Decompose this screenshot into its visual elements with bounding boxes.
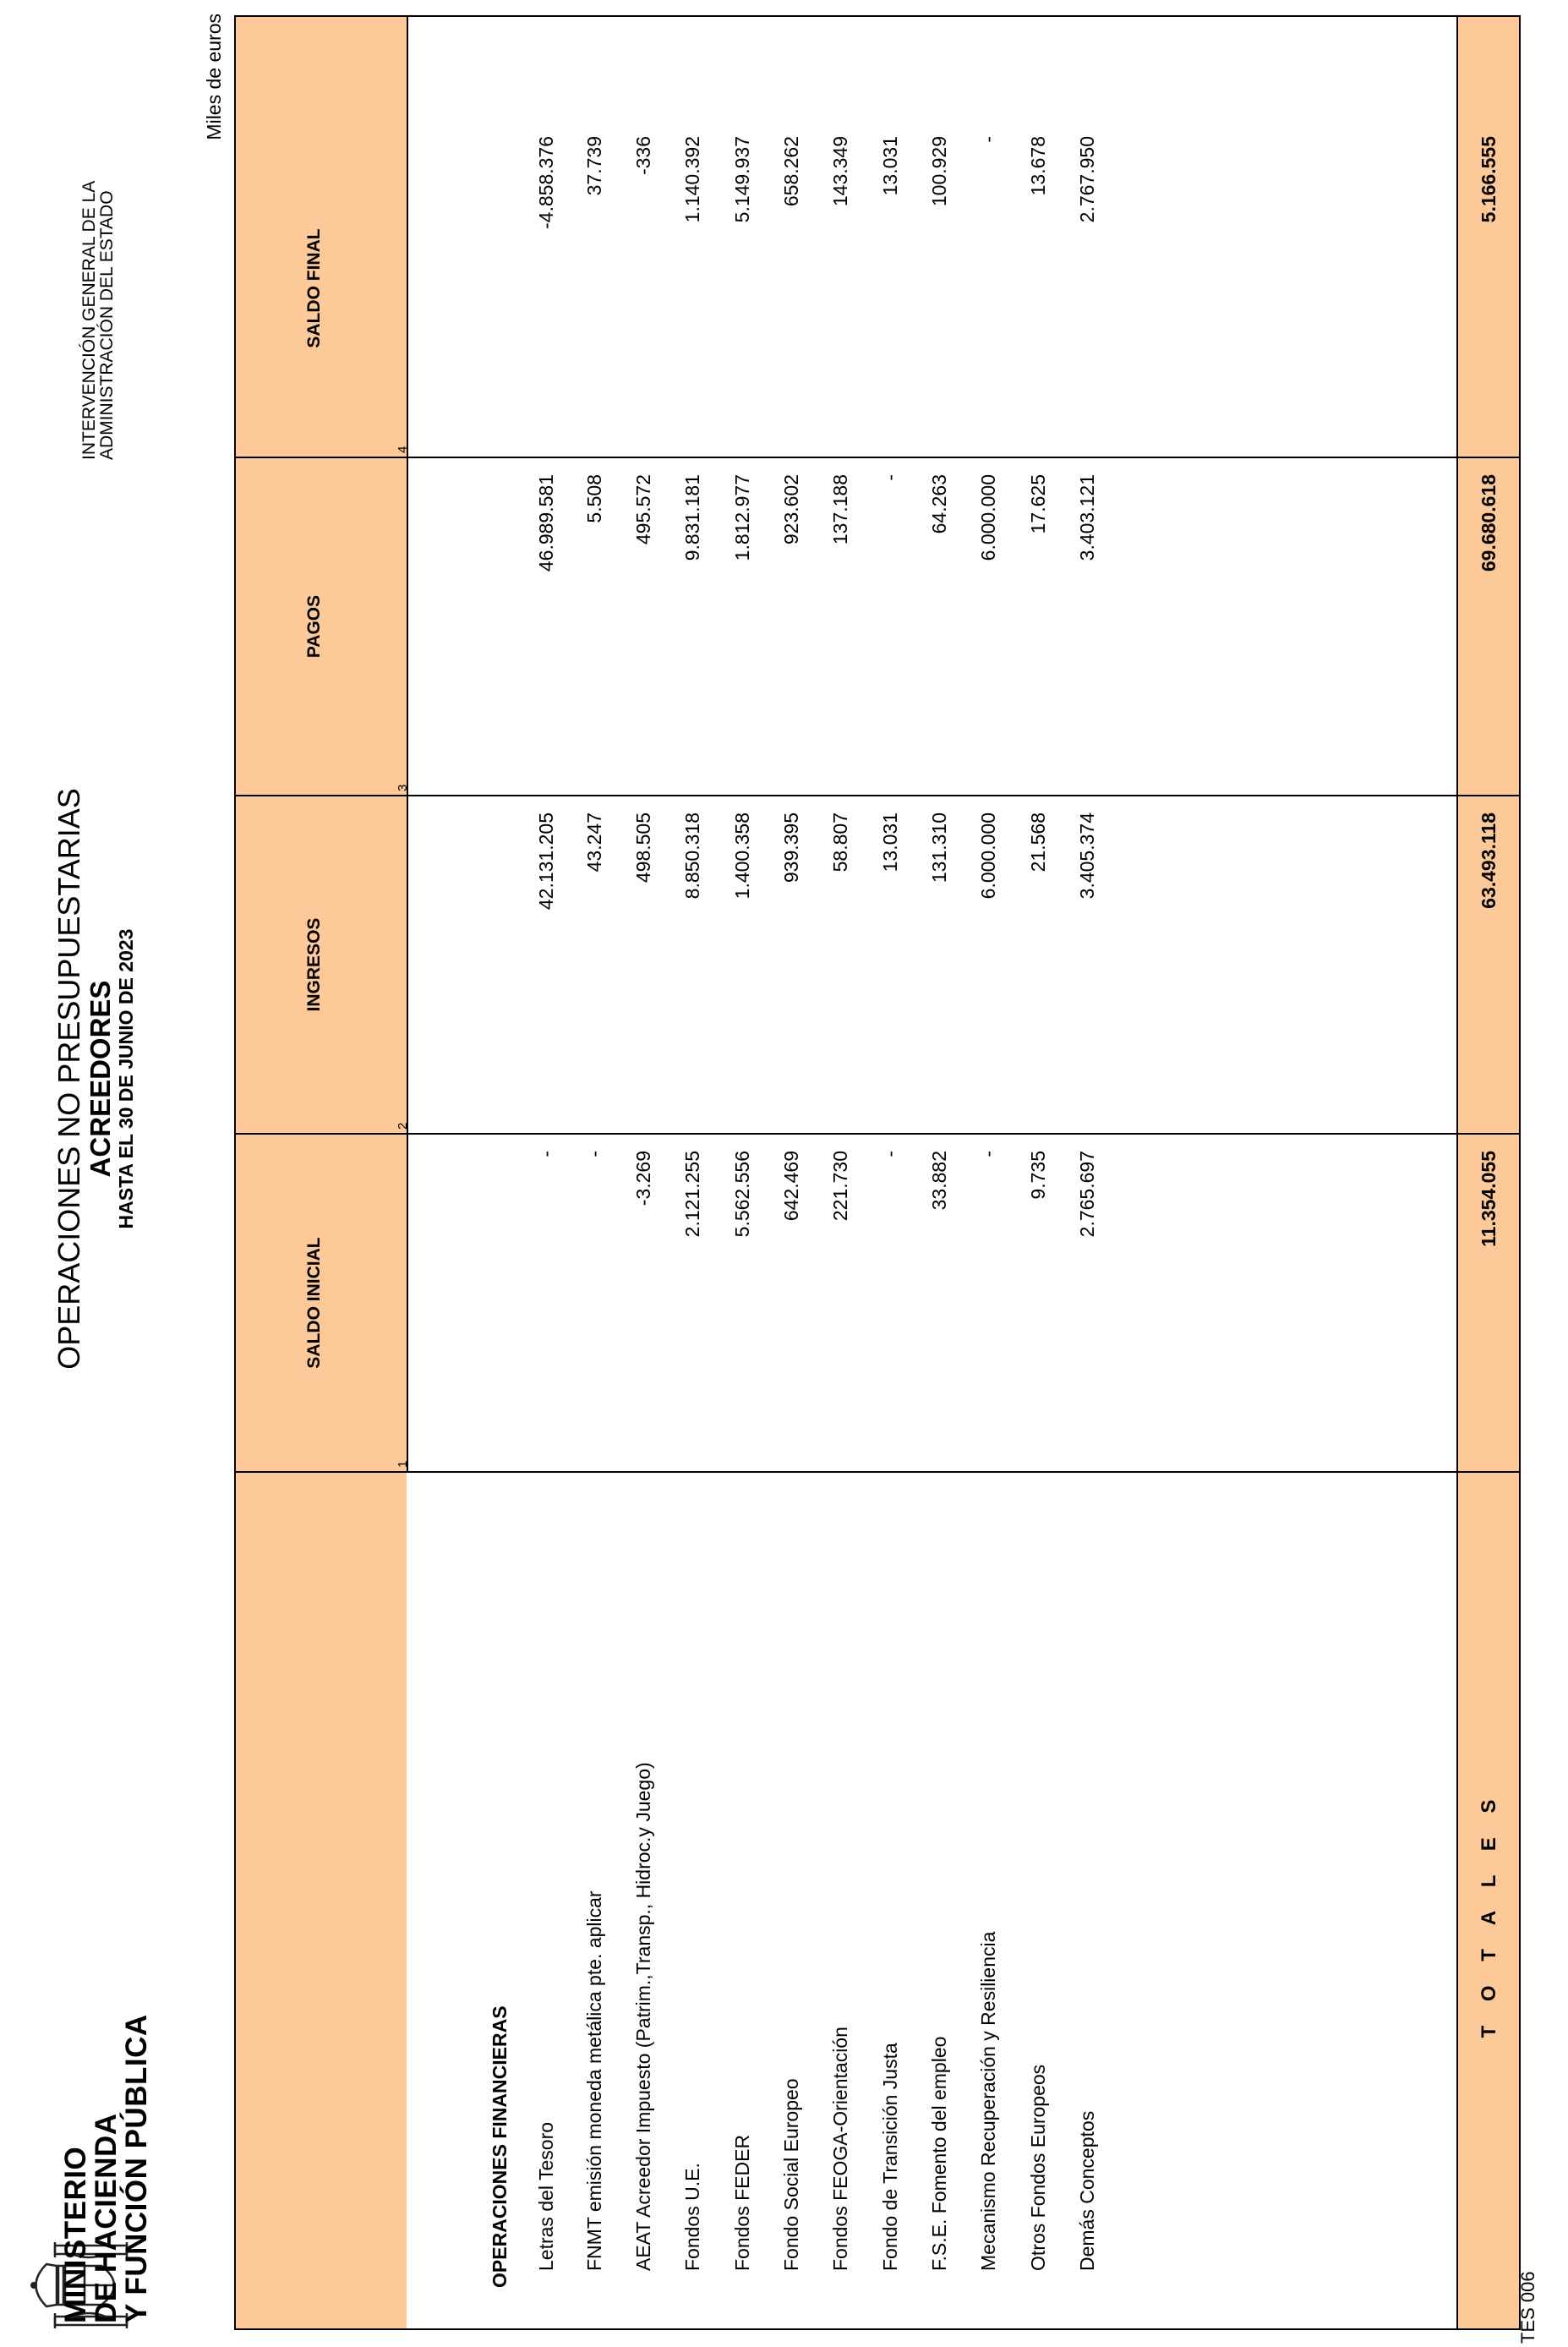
ministry-line-1: MINISTERIO (59, 2146, 92, 2323)
column-number: 2 (396, 1122, 410, 1130)
row-label: FNMT emisión moneda metálica pte. aplicar (583, 1890, 605, 2271)
row-label: Demás Conceptos (1076, 2110, 1098, 2271)
totals-label: T O T A L E S (1478, 1790, 1500, 2038)
column-divider (234, 1133, 1521, 1135)
cell-pagos: 495.572 (632, 474, 654, 545)
table-row (879, 15, 904, 2330)
totals-rule (1456, 15, 1458, 2330)
table-row (780, 15, 806, 2330)
cell-saldo-inicial: 642.469 (780, 1151, 802, 1222)
row-label: Fondo de Transición Justa (879, 2043, 901, 2271)
table-row (829, 15, 855, 2330)
cell-saldo-final: - (977, 136, 999, 143)
cell-saldo-final: 100.929 (928, 136, 950, 207)
report-code: TES 006 (1517, 2271, 1538, 2344)
row-label: Otros Fondos Europeos (1027, 2064, 1049, 2271)
cell-saldo-final: 1.140.392 (681, 136, 703, 223)
cell-pagos: 1.812.977 (731, 474, 753, 561)
cell-saldo-final: 658.262 (780, 136, 802, 207)
column-header-saldo-final: SALDO FINAL (304, 228, 324, 348)
cell-ingresos: 939.395 (780, 812, 802, 884)
total-ingresos: 63.493.118 (1478, 812, 1500, 909)
cell-ingresos: 8.850.318 (681, 812, 703, 900)
cell-pagos: 3.403.121 (1076, 474, 1098, 561)
cell-saldo-inicial: - (977, 1151, 999, 1157)
row-label: Fondos FEOGA-Orientación (829, 2027, 851, 2271)
igae-line-1: INTERVENCIÓN GENERAL DE LA (79, 180, 99, 460)
cell-pagos: - (879, 474, 901, 481)
ministry-name (61, 2014, 152, 2323)
row-label: F.S.E. Fomento del empleo (928, 2036, 950, 2271)
cell-saldo-inicial: 5.562.556 (731, 1151, 753, 1238)
column-number: 3 (396, 784, 410, 791)
cell-pagos: 923.602 (780, 474, 802, 545)
cell-ingresos: 58.807 (829, 812, 851, 873)
column-header-ingresos: INGRESOS (304, 917, 324, 1012)
cell-ingresos: 131.310 (928, 812, 950, 884)
report-date: HASTA EL 30 DE JUNIO DE 2023 (115, 928, 137, 1229)
cell-pagos: 6.000.000 (977, 474, 999, 561)
cell-pagos: 9.831.181 (681, 474, 703, 561)
cell-pagos: 5.508 (583, 474, 605, 523)
cell-saldo-final: 143.349 (829, 136, 851, 207)
cell-saldo-inicial: 9.735 (1027, 1151, 1049, 1200)
column-number: 1 (396, 1460, 410, 1468)
cell-ingresos: 3.405.374 (1076, 812, 1098, 900)
column-header-saldo-inicial: SALDO INICIAL (304, 1237, 324, 1369)
table-row (1027, 15, 1052, 2330)
data-table (234, 15, 1521, 2330)
cell-ingresos: 43.247 (583, 812, 605, 873)
cell-saldo-final: 37.739 (583, 136, 605, 196)
row-label: AEAT Acreedor Impuesto (Patrim.,Transp., Hidroc.y Juego) (632, 1762, 654, 2271)
table-row (681, 15, 707, 2330)
cell-saldo-inicial: - (535, 1151, 557, 1157)
total-saldo-final: 5.166.555 (1478, 136, 1500, 223)
cell-ingresos: 498.505 (632, 812, 654, 884)
cell-saldo-final: 13.031 (879, 136, 901, 196)
cell-saldo-inicial: 221.730 (829, 1151, 851, 1222)
cell-saldo-inicial: 2.765.697 (1076, 1151, 1098, 1238)
report-title-block (52, 656, 137, 1502)
cell-saldo-final: -336 (632, 136, 654, 176)
column-number: 4 (396, 446, 410, 453)
cell-saldo-inicial: -3.269 (632, 1151, 654, 1206)
igae-label (80, 181, 116, 460)
units-label: Miles de euros (203, 14, 225, 140)
table-row (535, 15, 560, 2330)
row-label: Fondos U.E. (681, 2163, 703, 2271)
cell-ingresos: 13.031 (879, 812, 901, 873)
table-row (731, 15, 757, 2330)
ministry-line-3: Y FUNCIÓN PÚBLICA (120, 2014, 153, 2323)
row-label: Mecanismo Recuperación y Resiliencia (977, 1931, 999, 2271)
row-label: Letras del Tesoro (535, 2121, 557, 2271)
cell-saldo-inicial: - (879, 1151, 901, 1157)
table-row (1076, 15, 1101, 2330)
table-row (928, 15, 953, 2330)
row-label: Fondos FEDER (731, 2134, 753, 2271)
report-title: OPERACIONES NO PRESUPUESTARIAS (52, 788, 86, 1370)
cell-saldo-final: 2.767.950 (1076, 136, 1098, 223)
cell-ingresos: 21.568 (1027, 812, 1049, 873)
section-title: OPERACIONES FINANCIERAS (489, 2005, 511, 2288)
igae-line-2: ADMINISTRACIÓN DEL ESTADO (97, 190, 117, 460)
report-subtitle: ACREEDORES (85, 980, 116, 1178)
total-pagos: 69.680.618 (1478, 474, 1500, 572)
cell-saldo-inicial: 2.121.255 (681, 1151, 703, 1238)
column-header-pagos: PAGOS (304, 594, 324, 659)
row-label: Fondo Social Europeo (780, 2078, 802, 2271)
cell-pagos: 17.625 (1027, 474, 1049, 534)
table-row (583, 15, 609, 2330)
ministry-line-2: DE HACIENDA (90, 2113, 123, 2323)
column-divider (234, 457, 1521, 458)
cell-saldo-final: 5.149.937 (731, 136, 753, 223)
cell-saldo-inicial: - (583, 1151, 605, 1157)
table-row (632, 15, 658, 2330)
table-row (977, 15, 1003, 2330)
cell-pagos: 137.188 (829, 474, 851, 545)
cell-ingresos: 42.131.205 (535, 812, 557, 911)
total-saldo-inicial: 11.354.055 (1478, 1151, 1500, 1247)
cell-ingresos: 1.400.358 (731, 812, 753, 900)
cell-saldo-final: -4.858.376 (535, 136, 557, 229)
cell-pagos: 64.263 (928, 474, 950, 534)
header-rule (407, 15, 408, 1473)
column-divider (234, 1471, 1521, 1473)
column-divider (234, 795, 1521, 796)
cell-saldo-inicial: 33.882 (928, 1151, 950, 1211)
cell-ingresos: 6.000.000 (977, 812, 999, 900)
cell-pagos: 46.989.581 (535, 474, 557, 572)
cell-saldo-final: 13.678 (1027, 136, 1049, 196)
